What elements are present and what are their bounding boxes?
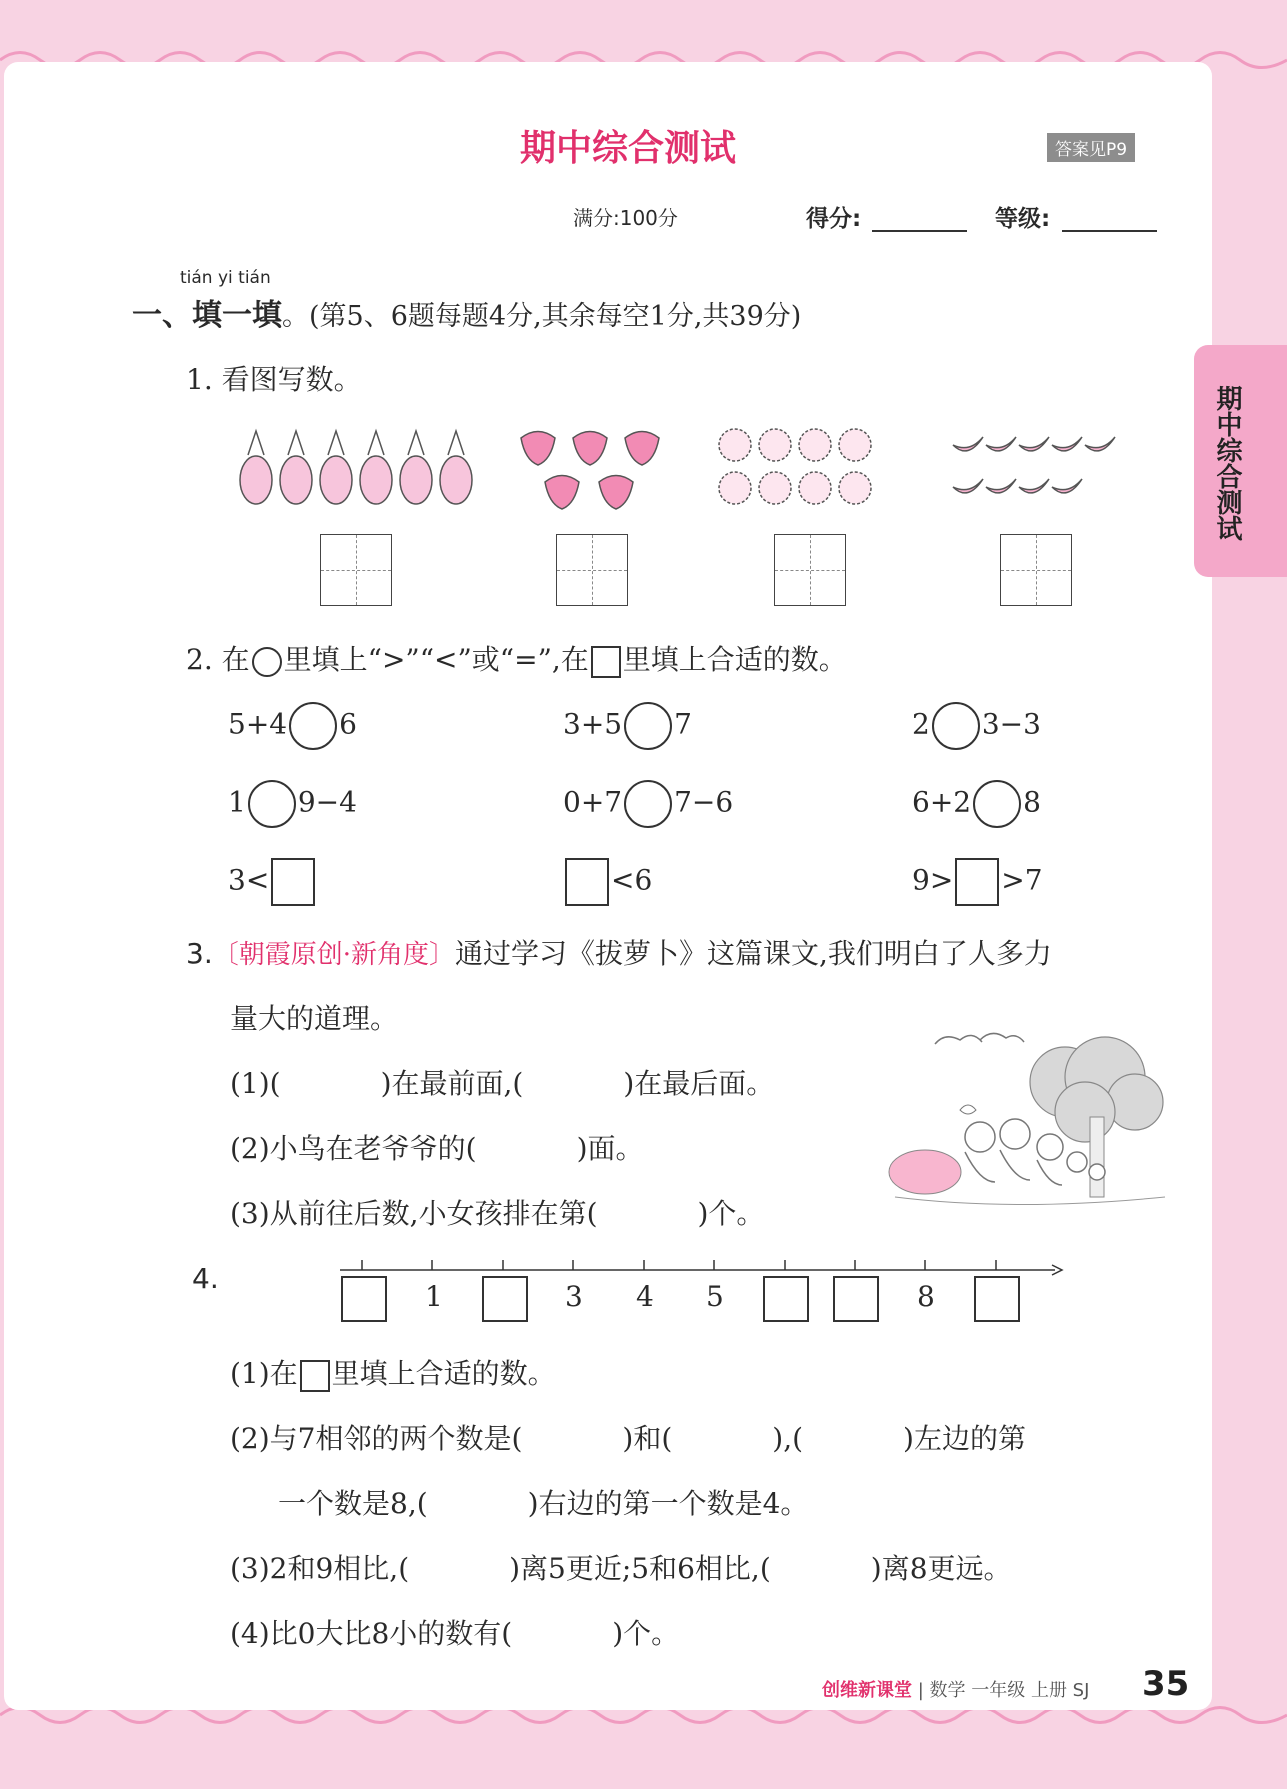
q4-s3-c: )离8更远。 <box>870 1552 1012 1585</box>
number-line-label-8: 8 <box>917 1280 935 1313</box>
q4-s2-f: )右边的第一个数是4。 <box>527 1487 809 1520</box>
q2-r1-c3 <box>912 702 1041 750</box>
q3-num: 3. <box>186 937 213 970</box>
q4-s2 <box>230 1417 1026 1457</box>
q4-s4 <box>230 1612 679 1652</box>
q4-s3 <box>230 1547 1012 1587</box>
number-line-label-5: 5 <box>706 1280 724 1313</box>
compare-circle[interactable] <box>624 702 672 750</box>
q4-s2-cont <box>278 1482 808 1522</box>
q4-s1-a: (1)在 <box>230 1357 298 1390</box>
number-line-box-2[interactable] <box>482 1276 528 1322</box>
q3-line1 <box>186 932 1052 972</box>
q4-s2-b: )和( <box>622 1422 673 1455</box>
expr-left: 6+2 <box>912 785 972 819</box>
page-number: 35 <box>1142 1664 1190 1704</box>
peach-icon <box>715 425 905 510</box>
answer-square[interactable] <box>955 858 999 906</box>
section1-pinyin: tián yi tián <box>180 268 271 288</box>
q4-s2-c: ),( <box>772 1422 804 1455</box>
q3-s2-a: (2)小鸟在老爷爷的( <box>230 1132 477 1165</box>
expr-left: 5+4 <box>228 707 288 741</box>
expr-right: 3−3 <box>981 707 1041 741</box>
q3-s3-b: )个。 <box>697 1197 765 1230</box>
number-line-label-4: 4 <box>636 1280 654 1313</box>
expr-right: 7−6 <box>674 785 734 819</box>
footer-brand: 创维新课堂 <box>822 1680 912 1701</box>
answer-box-strawberry[interactable] <box>556 534 628 606</box>
expr-right: 7 <box>674 707 692 741</box>
q2-r2-c2 <box>563 780 733 828</box>
banana-icon <box>948 425 1128 510</box>
square-symbol-icon <box>300 1360 330 1392</box>
square-symbol-icon <box>591 646 621 678</box>
score-blank[interactable] <box>872 228 967 232</box>
q3-s1 <box>230 1062 774 1102</box>
expr-left: 2 <box>912 707 930 741</box>
compare-circle[interactable] <box>932 702 980 750</box>
q4-num: 4. <box>192 1262 219 1295</box>
number-line-label-3: 3 <box>565 1280 583 1313</box>
q3-s3-a: (3)从前往后数,小女孩排在第( <box>230 1197 598 1230</box>
q4-s1-b: 里填上合适的数。 <box>331 1357 556 1390</box>
answer-box-banana[interactable] <box>1000 534 1072 606</box>
score-label: 得分: <box>806 206 862 232</box>
q1-label: 1. 看图写数。 <box>186 363 362 396</box>
expr-left: 0+7 <box>563 785 623 819</box>
q3-s1-c: )在最后面。 <box>623 1067 775 1100</box>
q3-s3 <box>230 1192 764 1232</box>
full-score: 满分:100分 <box>573 206 678 230</box>
q2-label-a: 2. 在 <box>186 643 250 676</box>
pineapple-icon <box>236 425 476 505</box>
q4-s2-a: (2)与7相邻的两个数是( <box>230 1422 523 1455</box>
compare-circle[interactable] <box>973 780 1021 828</box>
expr-left: 3< <box>228 863 270 897</box>
expr-right: 9−4 <box>297 785 357 819</box>
footer-info: 数学 一年级 上册 SJ <box>929 1680 1090 1701</box>
number-line-box-9[interactable] <box>974 1276 1020 1322</box>
number-line-box-7[interactable] <box>833 1276 879 1322</box>
q3-s2 <box>230 1127 644 1167</box>
q3-s1-a: (1)( <box>230 1067 281 1100</box>
q3-text1: 通过学习《拔萝卜》这篇课文,我们明白了人多力 <box>454 937 1052 970</box>
q2-r2-c1 <box>228 780 357 828</box>
section1-note: 。(第5、6题每题4分,其余每空1分,共39分) <box>282 301 802 332</box>
q3-s1-b: )在最前面,( <box>380 1067 524 1100</box>
answer-ref-badge: 答案见P9 <box>1047 133 1135 162</box>
answer-box-peach[interactable] <box>774 534 846 606</box>
expr-left: 1 <box>228 785 246 819</box>
strawberry-icon <box>513 420 673 515</box>
number-line-label-1: 1 <box>425 1280 443 1313</box>
answer-square[interactable] <box>271 858 315 906</box>
grade-blank[interactable] <box>1062 228 1157 232</box>
q2-r2-c3 <box>912 780 1041 828</box>
compare-circle[interactable] <box>289 702 337 750</box>
compare-circle[interactable] <box>624 780 672 828</box>
answer-square[interactable] <box>565 858 609 906</box>
q2-r3-c3 <box>912 858 1043 906</box>
page-title: 期中综合测试 <box>520 128 737 169</box>
q4-s4-a: (4)比0大比8小的数有( <box>230 1617 513 1650</box>
expr-left: 9> <box>912 863 954 897</box>
q2-label-b: 里填上“>”“<”或“=”,在 <box>283 643 589 676</box>
section1-heading <box>132 290 801 334</box>
q2-r1-c2 <box>563 702 692 750</box>
compare-circle[interactable] <box>248 780 296 828</box>
number-line-box-0[interactable] <box>341 1276 387 1322</box>
expr-right: 8 <box>1023 785 1041 819</box>
q2-label-c: 里填上合适的数。 <box>622 643 847 676</box>
q3-s2-b: )面。 <box>576 1132 644 1165</box>
expr-right: 6 <box>339 707 357 741</box>
section1-heading-text: 一、填一填 <box>132 298 282 333</box>
q2-r1-c1 <box>228 702 357 750</box>
q4-s2-e: 一个数是8,( <box>278 1487 428 1520</box>
pulling-radish-illustration <box>885 1022 1170 1222</box>
grade-label: 等级: <box>995 206 1051 232</box>
q4-s1 <box>230 1352 556 1392</box>
number-line-box-6[interactable] <box>763 1276 809 1322</box>
circle-symbol-icon <box>252 647 282 677</box>
q2-label <box>186 638 847 678</box>
q4-s4-b: )个。 <box>612 1617 680 1650</box>
q4-s3-a: (3)2和9相比,( <box>230 1552 410 1585</box>
expr-right: >7 <box>1001 863 1043 897</box>
q3-text2: 量大的道理。 <box>230 1002 399 1035</box>
q4-s3-b: )离5更近;5和6相比,( <box>509 1552 771 1585</box>
q2-r3-c1 <box>228 858 317 906</box>
side-tab-label: 期中综合测试 <box>1212 385 1242 541</box>
answer-box-pineapple[interactable] <box>320 534 392 606</box>
q3-tag: 〔朝霞原创·新角度〕 <box>212 940 455 970</box>
number-line <box>340 1258 1065 1278</box>
footer: 创维新课堂 | 数学 一年级 上册 SJ <box>822 1680 1090 1701</box>
q2-r3-c2 <box>563 858 652 906</box>
expr-right: <6 <box>611 863 653 897</box>
expr-left: 3+5 <box>563 707 623 741</box>
q4-s2-d: )左边的第 <box>903 1422 1026 1455</box>
